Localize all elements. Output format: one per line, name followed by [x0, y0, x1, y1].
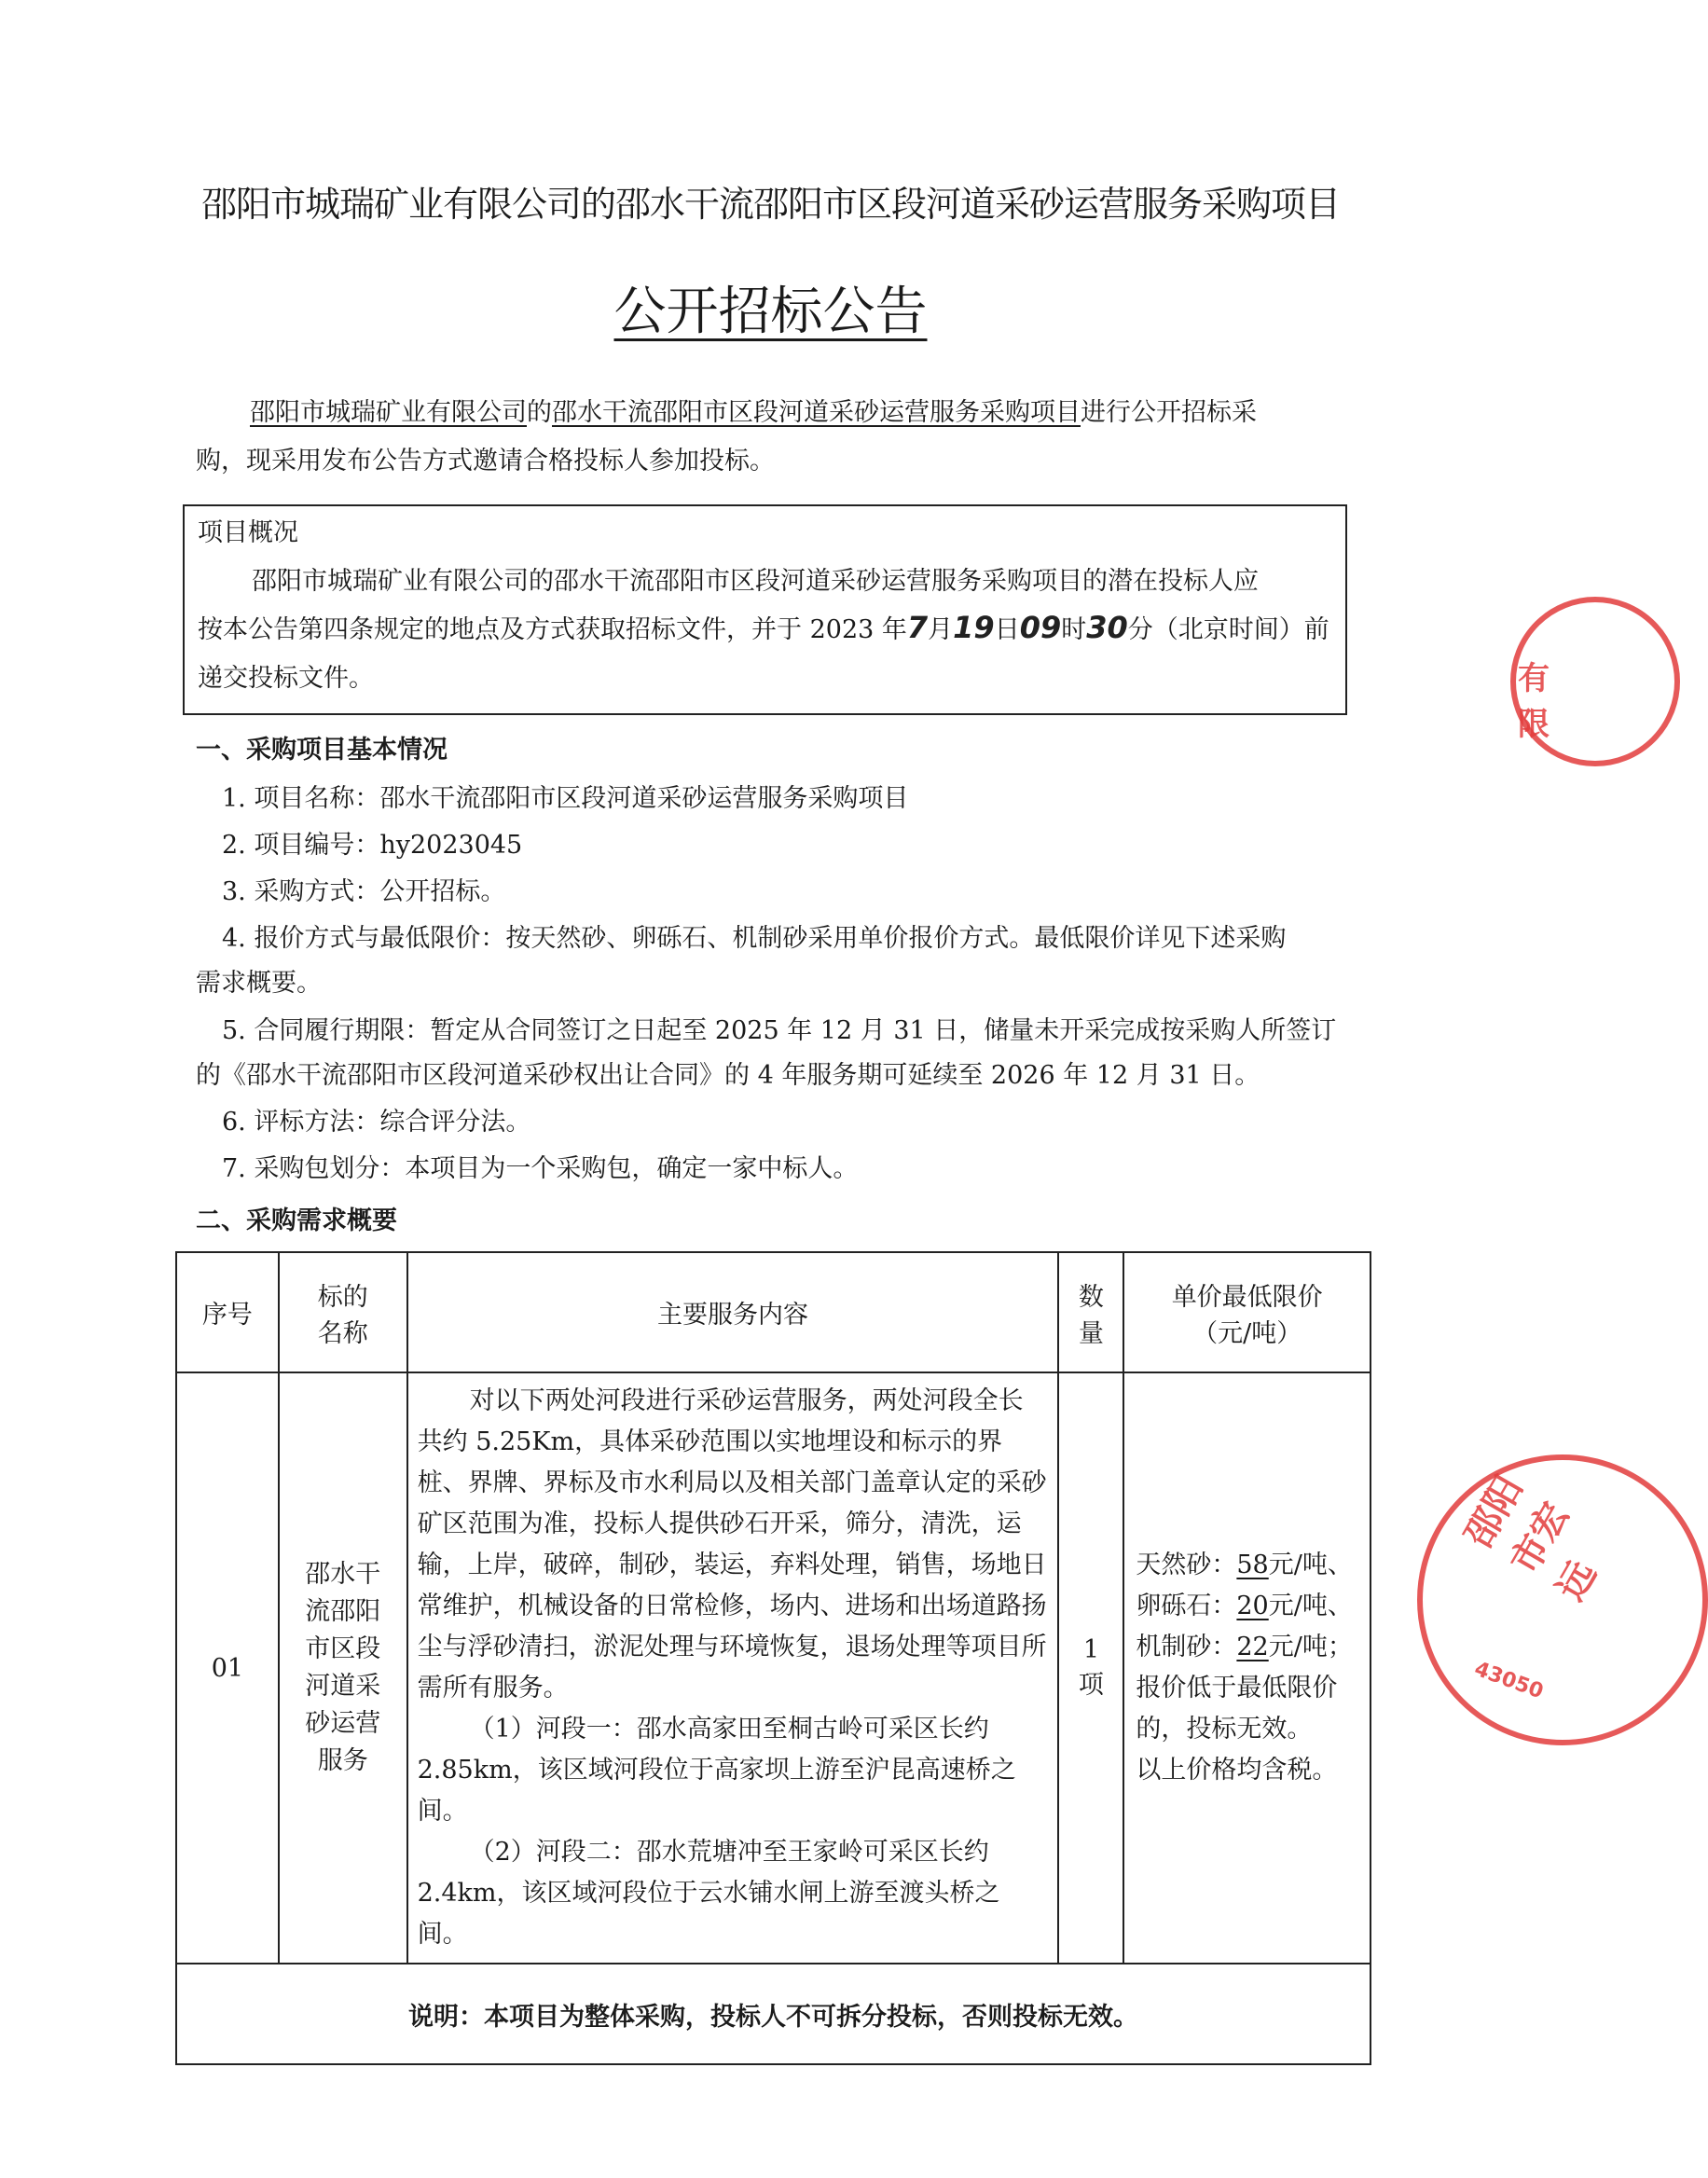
handwritten-hour: 09: [1019, 610, 1062, 645]
intro-paragraph: 邵阳市城瑞矿业有限公司的邵水干流邵阳市区段河道采砂运营服务采购项目进行公开招标采: [250, 398, 1257, 427]
header-cell: 标的 名称: [279, 1252, 407, 1372]
announcement-heading: 公开招标公告: [613, 282, 928, 342]
header-cell: 序号: [176, 1252, 279, 1372]
table-header-row: [176, 1252, 1371, 1372]
list-item: 5. 合同履行期限：暂定从合同签订之日起至 2025 年 12 月 31 日，储量未开采完成按采购人所签订: [222, 1016, 1337, 1045]
seal-top-text: 有限: [1518, 660, 1550, 743]
purchaser-name: 邵阳市城瑞矿业有限公司: [250, 398, 527, 427]
header-cell: 主要服务内容: [407, 1252, 1059, 1372]
table-row: [176, 1372, 1371, 1964]
handwritten-minute: 30: [1086, 610, 1128, 645]
seal-number: 43050: [1471, 1657, 1547, 1704]
seal-main-text: 邵阳市宏远: [1456, 1468, 1605, 1608]
overview-heading: 项目概况: [198, 518, 298, 547]
list-item-cont: 的《邵水干流邵阳市区段河道采砂权出让合同》的 4 年服务期可延续至 2026 年 12 月 31 日。: [196, 1061, 1260, 1090]
table-cell-content: 对以下两处河段进行采砂运营服务，两处河段全长共约 5.25Km，具体采砂范围以实地埋设和标示的界桩、界牌、界标及市水利局以及相关部门盖章认定的采砂矿区范围为准，投标人提供砂石开采，筛分，清洗，运输，上岸，破碎，制砂，装运，弃料处理，销售，场地日常维护，机械设备的日常检修，场内、进场和出场道路扬尘与浮砂清扫，淤泥处理与环境恢复，退场处理等项目所需所有服务。 （1）河段一：邵水高家田至桐古岭可采区长约 2.85km，该区域河段位于高家坝上游至沪昆高速桥之间。 （2）河段二：邵水荒塘冲至王家岭可采区长约 2.4km，该区域河段位于云水铺水闸上游至渡头桥之间。: [407, 1372, 1059, 1964]
table-note: 说明：本项目为整体采购，投标人不可拆分投标，否则投标无效。: [176, 1964, 1371, 2064]
requirements-table: [175, 1251, 1371, 2065]
list-item: 3. 采购方式：公开招标。: [222, 877, 506, 906]
document-title: 邵阳市城瑞矿业有限公司的邵水干流邵阳市区段河道采砂运营服务采购项目: [200, 184, 1340, 225]
list-item: 4. 报价方式与最低限价：按天然砂、卵砾石、机制砂采用单价报价方式。最低限价详见下述采购: [222, 924, 1287, 953]
header-cell: 单价最低限价 （元/吨）: [1123, 1252, 1371, 1372]
list-item: 1. 项目名称：邵水干流邵阳市区段河道采砂运营服务采购项目: [222, 784, 909, 813]
section-heading: 一、采购项目基本情况: [196, 736, 448, 765]
list-item: 7. 采购包划分：本项目为一个采购包，确定一家中标人。: [222, 1154, 859, 1183]
table-cell-qty: 1 项: [1058, 1372, 1123, 1964]
overview-line: 递交投标文件。: [198, 664, 374, 693]
list-item-cont: 需求概要。: [196, 969, 322, 998]
handwritten-month: 7: [906, 610, 929, 645]
handwritten-day: 19: [953, 610, 995, 645]
section-heading: 二、采购需求概要: [196, 1206, 397, 1235]
project-overview-box: [183, 504, 1347, 715]
list-item: 2. 项目编号：hy2023045: [222, 831, 523, 860]
project-name: 邵水干流邵阳市区段河道采砂运营服务采购项目: [552, 398, 1081, 427]
table-cell-seq: 01: [176, 1372, 279, 1964]
list-item: 6. 评标方法：综合评分法。: [222, 1108, 531, 1137]
table-note-row: [176, 1964, 1371, 2064]
table-cell-name: 邵水干 流邵阳 市区段 河道采 砂运营 服务: [279, 1372, 407, 1964]
intro-paragraph-cont: 购，现采用发布公告方式邀请合格投标人参加投标。: [196, 447, 775, 476]
table-cell-price: 天然砂：58元/吨、 卵砾石：20元/吨、 机制砂：22元/吨； 报价低于最低限价的，投标无效。 以上价格均含税。: [1123, 1372, 1371, 1964]
overview-deadline-line: 按本公告第四条规定的地点及方式获取招标文件，并于 2023 年7月19日09时30分（北京时间）前: [198, 610, 1329, 645]
overview-line: 邵阳市城瑞矿业有限公司的邵水干流邵阳市区段河道采砂运营服务采购项目的潜在投标人应: [252, 567, 1259, 596]
header-cell: 数 量: [1058, 1252, 1123, 1372]
